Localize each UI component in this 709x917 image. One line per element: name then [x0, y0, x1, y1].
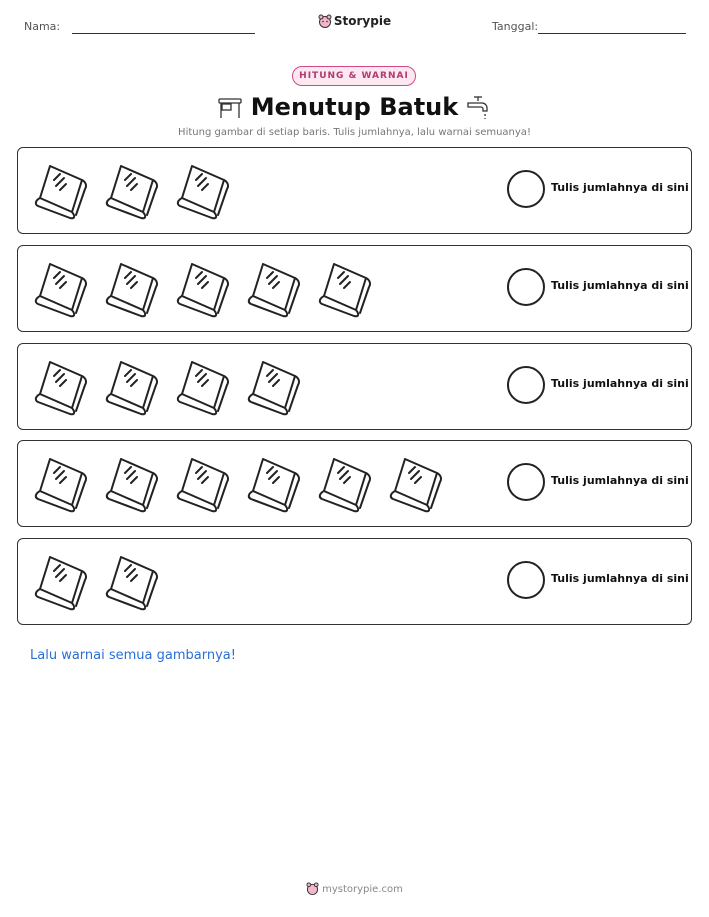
folded-tissue-icon	[243, 258, 303, 318]
instructions: Hitung gambar di setiap baris. Tulis jumlahnya, lalu warnai semuanya!	[178, 127, 531, 138]
answer-circle[interactable]	[507, 561, 545, 599]
name-label: Nama:	[24, 20, 61, 33]
row-items	[30, 453, 456, 513]
row-items	[30, 551, 172, 611]
row-items	[30, 356, 314, 416]
footer-site	[0, 882, 709, 895]
folded-tissue-icon	[30, 551, 90, 611]
folded-tissue-icon	[101, 160, 161, 220]
row-items	[30, 160, 243, 220]
page-title: Menutup Batuk	[250, 93, 459, 121]
answer-circle[interactable]	[507, 268, 545, 306]
faucet-icon	[464, 93, 492, 121]
count-row	[17, 343, 692, 430]
count-row	[17, 147, 692, 234]
answer-label: Tulis jumlahnya di sini	[551, 377, 689, 390]
date-line	[538, 33, 686, 34]
answer-label: Tulis jumlahnya di sini	[551, 181, 689, 194]
folded-tissue-icon	[101, 453, 161, 513]
answer-circle[interactable]	[507, 170, 545, 208]
date-label: Tanggal:	[492, 20, 539, 33]
folded-tissue-icon	[385, 453, 445, 513]
storypie-small-logo-icon	[306, 882, 319, 895]
folded-tissue-icon	[172, 453, 232, 513]
folded-tissue-icon	[30, 453, 90, 513]
category-badge: HITUNG & WARNAI	[292, 66, 416, 86]
brand-logo	[0, 14, 709, 28]
count-row	[17, 245, 692, 332]
brand-name: Storypie	[333, 14, 392, 28]
folded-tissue-icon	[101, 258, 161, 318]
folded-tissue-icon	[172, 356, 232, 416]
folded-tissue-icon	[101, 356, 161, 416]
answer-label: Tulis jumlahnya di sini	[551, 474, 689, 487]
folded-tissue-icon	[243, 453, 303, 513]
folded-tissue-icon	[314, 453, 374, 513]
answer-circle[interactable]	[507, 366, 545, 404]
folded-tissue-icon	[172, 258, 232, 318]
footer-note: Lalu warnai semua gambarnya!	[30, 648, 236, 663]
folded-tissue-icon	[30, 160, 90, 220]
name-line	[72, 33, 255, 34]
count-row	[17, 440, 692, 527]
footer-site-text: mystorypie.com	[322, 884, 403, 895]
folded-tissue-icon	[172, 160, 232, 220]
answer-circle[interactable]	[507, 463, 545, 501]
folded-tissue-icon	[314, 258, 374, 318]
answer-label: Tulis jumlahnya di sini	[551, 279, 689, 292]
storypie-logo-icon	[318, 14, 332, 28]
folded-tissue-icon	[30, 258, 90, 318]
folded-tissue-icon	[101, 551, 161, 611]
row-items	[30, 258, 385, 318]
count-row	[17, 538, 692, 625]
answer-label: Tulis jumlahnya di sini	[551, 572, 689, 585]
folded-tissue-icon	[243, 356, 303, 416]
folded-tissue-icon	[30, 356, 90, 416]
